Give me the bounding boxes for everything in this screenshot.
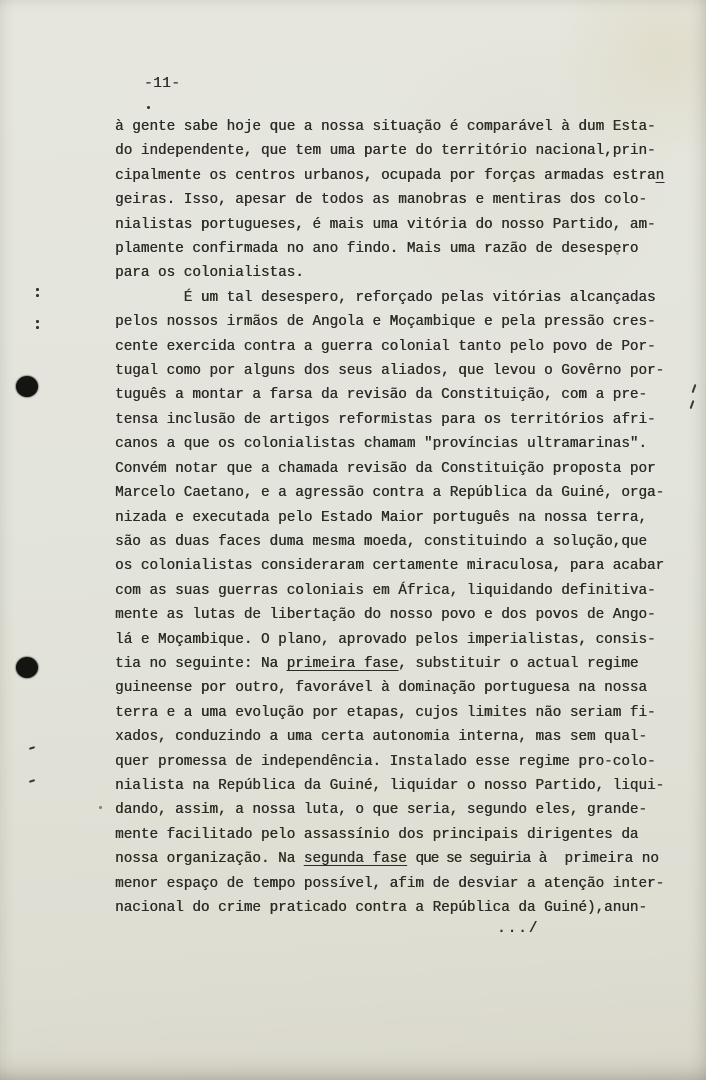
ink-speck bbox=[29, 746, 35, 750]
text-line: pelos nossos irmãos de Angola e Moçambique e pela pressão cres- bbox=[115, 314, 656, 331]
text-line: menor espaço de tempo possível, afim de desviar a atenção inter- bbox=[115, 875, 665, 892]
page-number: -11- bbox=[144, 76, 181, 92]
text-line: são as duas faces duma mesma moeda, constituindo a solução,que bbox=[115, 533, 647, 550]
text-line: quer promessa de independência. Instalado esse regime pro-colo- bbox=[115, 753, 656, 770]
text-line: nacional do crime praticado contra a República da Guiné),anun- bbox=[115, 900, 647, 916]
text-line: canos a que os colonialistas chamam "províncias ultramarinas". bbox=[115, 436, 647, 453]
text-line: tensa inclusão de artigos reformistas para os territórios afri- bbox=[115, 411, 656, 428]
text-line: cipalmente os centros urbanos, ocupada por forças armadas estran bbox=[115, 167, 665, 184]
hole-punch-mark bbox=[16, 376, 38, 397]
text-line: tuguês a montar a farsa da revisão da Constituição, com a pre- bbox=[115, 387, 647, 404]
text-line: dando, assim, a nossa luta, o que seria, segundo eles, grande- bbox=[115, 802, 647, 819]
stray-pen-mark bbox=[692, 384, 697, 393]
text-line: do independente, que tem uma parte do território nacional,prin- bbox=[115, 143, 656, 160]
text-line: nialistas portugueses, é mais uma vitória do nosso Partido, am- bbox=[115, 216, 656, 233]
paragraph bbox=[115, 115, 690, 286]
text-line: os colonialistas consideraram certamente miraculosa, para acabar bbox=[115, 558, 665, 575]
stray-pen-mark bbox=[690, 400, 695, 409]
text-line: plamente confirmada no ano findo. Mais uma razão de desespero bbox=[115, 241, 639, 258]
text-line: para os colonialistas. bbox=[115, 265, 304, 282]
ink-speck bbox=[147, 106, 150, 109]
text-line: geiras. Isso, apesar de todos as manobras e mentiras dos colo- bbox=[115, 192, 647, 209]
text-line: tia no seguinte: Na primeira fase, substituir o actual regime bbox=[115, 655, 639, 672]
text-line: Marcelo Caetano, e a agressão contra a República da Guiné, orga- bbox=[115, 485, 665, 502]
ink-speck bbox=[36, 320, 39, 329]
ink-speck bbox=[99, 806, 102, 809]
text-line: É um tal desespero, reforçado pelas vitórias alcançadas bbox=[115, 289, 656, 306]
ink-speck bbox=[616, 252, 619, 255]
text-line: nossa organização. Na segunda fase que se seguiria à primeira no bbox=[115, 851, 659, 868]
text-line: nialista na República da Guiné, liquidar o nosso Partido, liqui- bbox=[115, 777, 665, 794]
ink-speck bbox=[29, 779, 35, 783]
text-line: mente as lutas de libertação do nosso povo e dos povos de Ango- bbox=[115, 607, 656, 624]
text-line: lá e Moçambique. O plano, aprovado pelos imperialistas, consis- bbox=[115, 631, 656, 648]
text-line: xados, conduzindo a uma certa autonomia interna, mas sem qual- bbox=[115, 729, 647, 746]
text-line: Convém notar que a chamada revisão da Constituição proposta por bbox=[115, 460, 656, 477]
continuation-mark: .../ bbox=[497, 921, 540, 937]
text-line: tugal como por alguns dos seus aliados, que levou o Govêrno por- bbox=[115, 363, 665, 380]
text-line: mente facilitado pelo assassínio dos principais dirigentes da bbox=[115, 826, 639, 843]
text-line: cente exercida contra a guerra colonial tanto pelo povo de Por- bbox=[115, 338, 656, 355]
text-line: com as suas guerras coloniais em África, liquidando definitiva- bbox=[115, 582, 656, 599]
text-line: à gente sabe hoje que a nossa situação é comparável à dum Esta- bbox=[115, 119, 656, 135]
text-line: guineense por outro, favorável à dominação portuguesa na nossa bbox=[115, 680, 647, 697]
document-body bbox=[115, 115, 690, 920]
hole-punch-mark bbox=[16, 657, 38, 678]
text-line: nizada e executada pelo Estado Maior português na nossa terra, bbox=[115, 509, 647, 526]
text-line: terra e a uma evolução por etapas, cujos limites não seriam fi- bbox=[115, 704, 656, 721]
paragraph bbox=[115, 286, 690, 921]
ink-speck bbox=[36, 288, 39, 297]
